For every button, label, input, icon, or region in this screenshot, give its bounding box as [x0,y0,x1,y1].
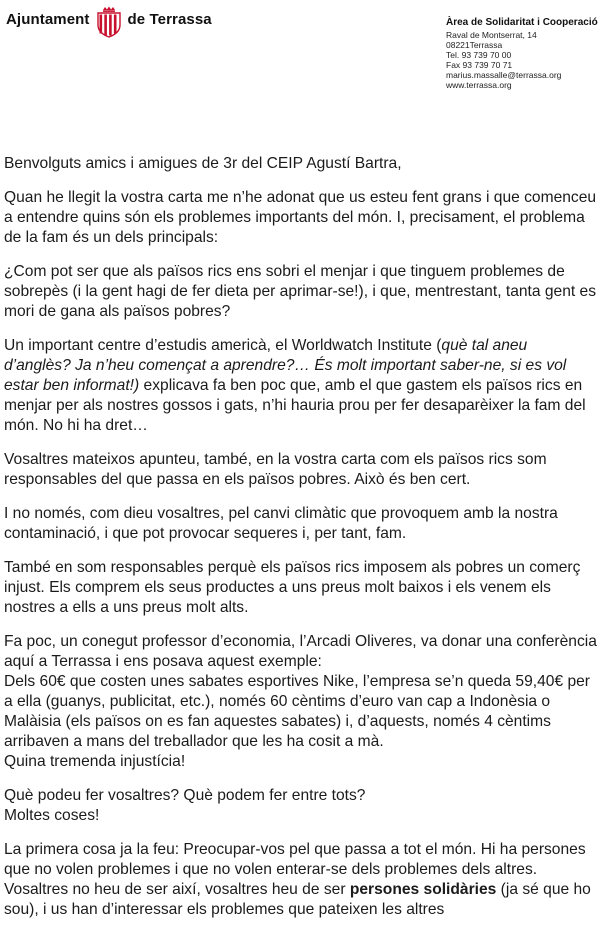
address-city: 08221Terrassa [446,40,503,50]
address-fax: Fax 93 739 70 71 [446,60,513,70]
paragraph-8-answer: Moltes coses! [4,807,100,824]
coat-of-arms-icon [96,6,122,38]
address-email: marius.massalle@terrassa.org [446,70,562,80]
paragraph-3-aside: què tal aneu d’anglès? Ja n’heu començat a aprendre?… És molt important saber-ne, si es vol estar ben informat!) [4,337,567,394]
paragraph-3-end: explicava fa ben poc que, amb el que gastem els països rics en menjar per als nostres gossos i gats, n’hi hauria prou per fer desaparèixer la fam del món. No hi ha dret… [4,377,586,434]
paragraph-1: Quan he llegit la vostra carta me n’he adonat que us esteu fent grans i que comenceu a entendre quins són els problemes importants del món. I, precisament, el problema de la fam és un dels principals: [4,189,597,246]
paragraph-4: Vosaltres mateixos apunteu, també, en la vostra carta com els països rics som responsables del que passa en els països pobres. Això és ben cert. [4,451,547,488]
paragraph-3-start: Un important centre d’estudis americà, el Worldwatch Institute ( [4,337,442,354]
org-name-left: Ajuntament [6,11,90,28]
paragraph-3 [4,336,598,436]
paragraph-9 [4,840,598,920]
municipality-logo [6,11,212,38]
paragraph-8-question: Què podeu fer vosaltres? Què podem fer entre tots? [4,787,366,804]
paragraph-7 [4,632,598,772]
paragraph-9-start: La primera cosa ja la feu: Preocupar-vos pel que passa a tot el món. Hi ha persones que no volen problemes i que no volen enterar-se dels problemes dels altres. Vosaltres no heu de ser així, vosaltres heu de ser [4,841,586,898]
paragraph-9-emphasis: persones solidàries [349,881,497,898]
paragraph-7-intro: Fa poc, un conegut professor d’economia, l’Arcadi Oliveres, va donar una conferència aquí a Terrassa i ens posava aquest exemple: [4,633,597,670]
org-name-right: de Terrassa [127,11,212,28]
address-street: Raval de Montserrat, 14 [446,30,537,40]
letter-body [4,154,598,934]
address-website: www.terrassa.org [446,80,512,90]
paragraph-6: També en som responsables perquè els països rics imposem als pobres un comerç injust. Els comprem els seus productes a uns preus molt baixos i els venem els nostres a ells a uns preus molt alts. [4,559,581,616]
letterhead [0,0,600,100]
paragraph-7-example: Dels 60€ que costen unes sabates esportives Nike, l’empresa se’n queda 59,40€ per a ella (guanys, publicitat, etc.), només 60 cèntims d’euro van cap a Indonèsia o Malàisia (els països on es fan aquestes sabates) i, d’aquests, només 4 cèntims arribaven a mans del treballador que les ha cosit a mà. [4,673,590,750]
paragraph-2: ¿Com pot ser que als països rics ens sobri el menjar i que tinguem problemes de sobrepès (i la gent hagi de fer dieta per aprimar-se!), i que, mentrestant, tanta gent es mori de gana als països pobres? [4,263,597,320]
letter-salutation: Benvolguts amics i amigues de 3r del CEIP Agustí Bartra, [4,155,402,172]
paragraph-9-end: (ja sé que ho sou), i us han d’interessar els problemes que pateixen les altres [4,881,591,918]
paragraph-8 [4,786,598,826]
department-address-block [446,18,598,90]
address-phone: Tel. 93 739 70 00 [446,50,512,60]
department-name: Àrea de Solidaritat i Cooperació [446,17,598,28]
paragraph-5: I no només, com dieu vosaltres, pel canvi climàtic que provoquem amb la nostra contaminació, i que pot provocar sequeres i, per tant, fam. [4,505,558,542]
paragraph-7-exclamation: Quina tremenda injustícia! [4,753,186,770]
